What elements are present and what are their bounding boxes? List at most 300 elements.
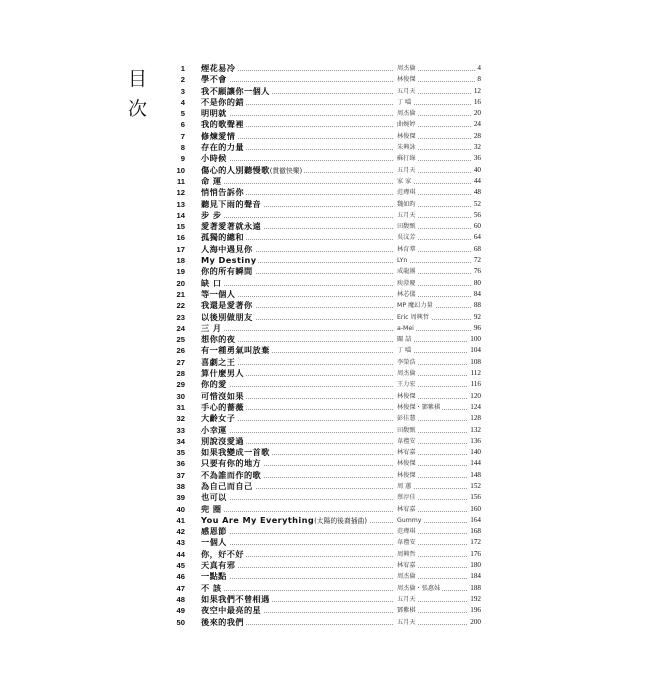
- dot-leader: [201, 386, 393, 387]
- entry-title-text: 如果我們不曾相遇: [201, 593, 270, 604]
- entry-artist: 朱興詠: [395, 142, 418, 153]
- entry-number: 16: [176, 233, 185, 243]
- toc-entry[interactable]: [165, 244, 481, 255]
- entry-artist: LYn: [395, 255, 409, 266]
- entry-title: [201, 617, 246, 628]
- entry-page-number: 160: [468, 504, 481, 515]
- entry-number: 49: [176, 606, 185, 616]
- entry-title-text: 缺 口: [201, 277, 222, 288]
- entry-artist: 范瑋琪: [395, 526, 418, 537]
- entry-number: 26: [176, 346, 185, 356]
- toc-entry[interactable]: [165, 481, 481, 492]
- entry-artist: 韋禮安: [395, 537, 418, 548]
- entry-title: [201, 379, 229, 390]
- entry-artist: Eric 周興哲: [395, 312, 431, 323]
- entry-page-number: 196: [468, 605, 481, 616]
- toc-entry[interactable]: [165, 549, 481, 560]
- toc-heading-char-1: 目: [128, 68, 148, 90]
- entry-artist: 曲婉婷: [395, 119, 418, 130]
- toc-entry[interactable]: [165, 617, 481, 628]
- toc-entry[interactable]: [165, 583, 481, 594]
- entry-artist: 周杰倫: [395, 571, 418, 582]
- entry-page-number: 192: [468, 594, 481, 605]
- entry-title-text: 你的所有瞬間: [201, 266, 253, 277]
- entry-title: [201, 571, 229, 582]
- toc-entry[interactable]: [165, 221, 481, 232]
- entry-title: [201, 549, 246, 560]
- entry-title-text: 有一種勇氣叫放棄: [201, 345, 270, 356]
- dot-leader: [201, 330, 393, 331]
- entry-page-number: 136: [468, 436, 481, 447]
- entry-title-text: 也可以: [201, 492, 227, 503]
- entry-number: 44: [176, 549, 185, 559]
- entry-artist: 吳汶芳: [395, 232, 418, 243]
- entry-title: [201, 323, 223, 334]
- entry-number: 32: [176, 414, 185, 424]
- entry-number: 14: [176, 210, 185, 220]
- entry-title-text: 傷心的人別聽慢歌: [201, 164, 270, 175]
- entry-title: [201, 413, 237, 424]
- entry-number: 47: [176, 583, 185, 593]
- entry-number: 40: [176, 504, 185, 514]
- entry-title: [201, 537, 229, 548]
- toc-entry[interactable]: [165, 334, 481, 345]
- entry-title: [201, 187, 246, 198]
- toc-entry[interactable]: [165, 571, 481, 582]
- entry-artist: 五月天: [395, 165, 418, 176]
- toc-entry[interactable]: [165, 402, 481, 413]
- entry-title: [201, 199, 263, 210]
- entry-title-text: 以後別做朋友: [201, 311, 253, 322]
- entry-title: [201, 119, 246, 130]
- toc-entry[interactable]: [165, 97, 481, 108]
- entry-number: 37: [176, 470, 185, 480]
- entry-title: [201, 560, 237, 571]
- toc-entry[interactable]: [165, 153, 481, 164]
- entry-title-text: 你的愛: [201, 379, 227, 390]
- entry-page-number: 104: [468, 345, 481, 356]
- entry-title: [201, 436, 246, 447]
- entry-page-number: 120: [468, 391, 481, 402]
- toc-entry[interactable]: [165, 413, 481, 424]
- entry-artist: 林俊傑・鄧紫棋: [395, 402, 442, 413]
- toc-entry[interactable]: [165, 187, 481, 198]
- entry-title: [201, 300, 255, 311]
- toc-entry[interactable]: [165, 345, 481, 356]
- entry-title: [201, 255, 258, 266]
- entry-title-text: 愛著愛著就永遠: [201, 221, 262, 232]
- entry-number: 10: [176, 165, 185, 175]
- entry-page-number: 116: [468, 379, 481, 390]
- entry-artist: 周 蕙: [395, 481, 413, 492]
- entry-artist: 五月天: [395, 617, 418, 628]
- entry-page-number: 172: [468, 537, 481, 548]
- entry-artist: 周杰倫: [395, 108, 418, 119]
- entry-title: [201, 345, 272, 356]
- entry-artist: 家 家: [395, 176, 413, 187]
- entry-number: 30: [176, 391, 185, 401]
- entry-title-text: 孤獨的總和: [201, 232, 244, 243]
- entry-title: [201, 458, 263, 469]
- entry-number: 29: [176, 380, 185, 390]
- entry-title-text: 存在的力量: [201, 142, 244, 153]
- entry-title: [201, 447, 272, 458]
- entry-artist: 韋禮安: [395, 436, 418, 447]
- entry-artist: 彭佳慧: [395, 413, 418, 424]
- entry-number: 45: [176, 561, 185, 571]
- entry-title-text: 可惜沒如果: [201, 390, 244, 401]
- entry-number: 3: [180, 86, 185, 96]
- entry-artist: 林俊傑: [395, 470, 418, 481]
- entry-artist: 林俊傑: [395, 458, 418, 469]
- entry-title: [201, 368, 246, 379]
- entry-number: 9: [180, 154, 185, 164]
- entry-page-number: 128: [468, 413, 481, 424]
- entry-page-number: 28: [472, 131, 481, 142]
- entry-title-text: 一點點: [201, 571, 227, 582]
- entry-artist: 林宥嘉: [395, 560, 418, 571]
- entry-artist: 林宥嘉: [395, 504, 418, 515]
- entry-title-text: 感恩節: [201, 526, 227, 537]
- entry-page-number: 88: [472, 300, 481, 311]
- entry-number: 46: [176, 572, 185, 582]
- dot-leader: [201, 432, 393, 433]
- entry-title: [201, 97, 246, 108]
- entry-title-text: 不是你的錯: [201, 96, 244, 107]
- entry-title-text: 如果我變成一首歌: [201, 447, 270, 458]
- entry-title-text: 想你的夜: [201, 334, 236, 345]
- entry-title-text: 學不會: [201, 74, 227, 85]
- dot-leader: [201, 115, 393, 116]
- toc-entry[interactable]: [165, 515, 481, 526]
- entry-title-text: 手心的薔薇: [201, 401, 244, 412]
- entry-title-text: 兜 圈: [201, 503, 222, 514]
- entry-page-number: 72: [472, 255, 481, 266]
- toc-entry[interactable]: [165, 74, 481, 85]
- entry-title-text: 步 步: [201, 209, 222, 220]
- toc-entry[interactable]: [165, 289, 481, 300]
- entry-title-text: 聽見下雨的聲音: [201, 198, 262, 209]
- entry-artist: 林宥嘉: [395, 447, 418, 458]
- entry-page-number: 188: [468, 583, 481, 594]
- entry-page-number: 80: [472, 278, 481, 289]
- entry-artist: 周興哲: [395, 549, 418, 560]
- entry-number: 27: [176, 357, 185, 367]
- toc-entry[interactable]: [165, 594, 481, 605]
- toc-entry[interactable]: [165, 436, 481, 447]
- toc-entry[interactable]: [165, 63, 481, 74]
- entry-page-number: 168: [468, 526, 481, 537]
- entry-title-text: My Destiny: [201, 255, 257, 266]
- entry-number: 8: [180, 143, 185, 153]
- entry-title: [201, 108, 229, 119]
- dot-leader: [201, 533, 393, 534]
- entry-artist: 周杰倫: [395, 368, 418, 379]
- entry-title-text: 我還是愛著你: [201, 300, 253, 311]
- entry-title: [201, 74, 229, 85]
- entry-title-text: 悄悄告訴你: [201, 187, 244, 198]
- dot-leader: [201, 160, 393, 161]
- toc-entry[interactable]: [165, 391, 481, 402]
- entry-title-text: 我的歌聲裡: [201, 119, 244, 130]
- entry-artist: 周杰倫・張惠妹: [395, 583, 442, 594]
- entry-subtitle: (太陽的後裔插曲): [314, 516, 367, 525]
- entry-title: [201, 232, 246, 243]
- entry-title: [201, 334, 237, 345]
- entry-page-number: 200: [468, 617, 481, 628]
- entry-number: 42: [176, 527, 185, 537]
- entry-artist: 周杰倫: [395, 63, 418, 74]
- toc-entry[interactable]: [165, 255, 481, 266]
- entry-title: [201, 131, 237, 142]
- toc-entry[interactable]: [165, 266, 481, 277]
- entry-title: [201, 86, 272, 97]
- entry-artist: 關 喆: [395, 334, 413, 345]
- entry-title: [201, 289, 237, 300]
- entry-title: [201, 142, 246, 153]
- toc-entry[interactable]: [165, 357, 481, 368]
- entry-title: [201, 481, 255, 492]
- toc-entry[interactable]: [165, 526, 481, 537]
- entry-page-number: 84: [472, 289, 481, 300]
- entry-number: 35: [176, 448, 185, 458]
- entry-title-text: 命 運: [201, 175, 222, 186]
- entry-artist: 庾澄慶: [395, 278, 418, 289]
- entry-page-number: 48: [472, 187, 481, 198]
- entry-page-number: 132: [468, 425, 481, 436]
- entry-title: [201, 63, 237, 74]
- toc-entry[interactable]: [165, 605, 481, 616]
- entry-title: [201, 391, 246, 402]
- entry-title-text: 三 月: [201, 322, 222, 333]
- entry-page-number: 96: [472, 323, 481, 334]
- dot-leader: [201, 217, 393, 218]
- toc-entry[interactable]: [165, 425, 481, 436]
- entry-title-text: 一個人: [201, 537, 227, 548]
- toc-entry[interactable]: [165, 458, 481, 469]
- entry-title-text: 我不願讓你一個人: [201, 85, 270, 96]
- entry-number: 19: [176, 267, 185, 277]
- entry-page-number: 60: [472, 221, 481, 232]
- entry-artist: 丁 噹: [395, 97, 413, 108]
- toc-list: [165, 63, 481, 628]
- dot-leader: [201, 590, 393, 591]
- entry-title: [201, 312, 255, 323]
- toc-entry[interactable]: [165, 176, 481, 187]
- entry-artist: 林育羣: [395, 244, 418, 255]
- entry-number: 22: [176, 301, 185, 311]
- entry-number: 48: [176, 594, 185, 604]
- entry-page-number: 68: [472, 244, 481, 255]
- entry-artist: 范瑋琪: [395, 187, 418, 198]
- entry-title-text: 算什麼男人: [201, 368, 244, 379]
- entry-number: 23: [176, 312, 185, 322]
- entry-title: [201, 492, 229, 503]
- entry-title: [201, 244, 255, 255]
- entry-number: 20: [176, 278, 185, 288]
- entry-number: 25: [176, 335, 185, 345]
- toc-entry[interactable]: [165, 142, 481, 153]
- entry-number: 28: [176, 369, 185, 379]
- entry-page-number: 176: [468, 549, 481, 560]
- dot-leader: [201, 499, 393, 500]
- dot-leader: [201, 578, 393, 579]
- entry-artist: 鄧紫棋: [395, 605, 418, 616]
- toc-entry[interactable]: [165, 368, 481, 379]
- toc-entry[interactable]: [165, 210, 481, 221]
- entry-page-number: 152: [468, 481, 481, 492]
- entry-artist: 林芯儀: [395, 289, 418, 300]
- dot-leader: [201, 285, 393, 286]
- entry-page-number: 100: [468, 334, 481, 345]
- entry-artist: 林俊傑: [395, 391, 418, 402]
- entry-number: 2: [180, 75, 185, 85]
- entry-number: 33: [176, 425, 185, 435]
- entry-title: [201, 221, 263, 232]
- entry-page-number: 12: [472, 86, 481, 97]
- entry-page-number: 144: [468, 458, 481, 469]
- entry-title-text: 只要有你的地方: [201, 458, 262, 469]
- entry-page-number: 140: [468, 447, 481, 458]
- toc-entry[interactable]: [165, 312, 481, 323]
- toc-entry[interactable]: [165, 199, 481, 210]
- toc-entry[interactable]: [165, 165, 481, 176]
- entry-title-text: 別說沒愛過: [201, 435, 244, 446]
- toc-entry[interactable]: [165, 537, 481, 548]
- entry-page-number: 16: [472, 97, 481, 108]
- toc-entry[interactable]: [165, 560, 481, 571]
- entry-page-number: 44: [472, 176, 481, 187]
- toc-entry[interactable]: [165, 323, 481, 334]
- toc-entry[interactable]: [165, 278, 481, 289]
- entry-page-number: 92: [472, 312, 481, 323]
- toc-entry[interactable]: [165, 492, 481, 503]
- dot-leader: [201, 183, 393, 184]
- dot-leader: [201, 81, 393, 82]
- entry-title: [201, 210, 223, 221]
- entry-number: 21: [176, 289, 185, 299]
- toc-entry[interactable]: [165, 232, 481, 243]
- entry-number: 38: [176, 481, 185, 491]
- entry-number: 7: [180, 131, 185, 141]
- entry-title: [201, 153, 229, 164]
- entry-artist: 田馥甄: [395, 425, 418, 436]
- entry-page-number: 112: [468, 368, 481, 379]
- entry-artist: 五月天: [395, 86, 418, 97]
- entry-artist: 田馥甄: [395, 221, 418, 232]
- entry-number: 17: [176, 244, 185, 254]
- entry-number: 50: [176, 617, 185, 627]
- entry-page-number: 24: [472, 119, 481, 130]
- dot-leader: [201, 544, 393, 545]
- entry-artist: 丁 噹: [395, 345, 413, 356]
- toc-entry[interactable]: [165, 470, 481, 481]
- entry-number: 5: [180, 109, 185, 119]
- entry-title-text: 明明就: [201, 108, 227, 119]
- entry-page-number: 124: [468, 402, 481, 413]
- entry-title-text: You Are My Everything: [201, 514, 315, 525]
- toc-entry[interactable]: [165, 300, 481, 311]
- toc-entry[interactable]: [165, 86, 481, 97]
- entry-number: 34: [176, 436, 185, 446]
- entry-title-text: 等一個人: [201, 288, 236, 299]
- dot-leader: [201, 511, 393, 512]
- entry-artist: 蔡淳佳: [395, 492, 418, 503]
- entry-title: [201, 605, 263, 616]
- entry-artist: 魏如昀: [395, 199, 418, 210]
- entry-title: [201, 470, 263, 481]
- entry-title-text: 人海中遇見你: [201, 243, 253, 254]
- entry-title-text: 小時候: [201, 153, 227, 164]
- entry-title: [201, 504, 223, 515]
- entry-artist: Gummy: [395, 515, 423, 526]
- entry-title-text: 修煉愛情: [201, 130, 236, 141]
- toc-heading-char-2: 次: [128, 98, 148, 120]
- entry-page-number: 4: [475, 63, 481, 74]
- entry-number: 4: [180, 97, 185, 107]
- entry-title-text: 天真有邪: [201, 560, 236, 571]
- entry-page-number: 164: [468, 515, 481, 526]
- entry-title-text: 煙花易冷: [201, 63, 236, 73]
- toc-entry[interactable]: [165, 108, 481, 119]
- toc-entry[interactable]: [165, 119, 481, 130]
- entry-number: 36: [176, 459, 185, 469]
- entry-artist: 五月天: [395, 210, 418, 221]
- entry-number: 43: [176, 538, 185, 548]
- entry-title: [201, 583, 223, 594]
- entry-number: 31: [176, 402, 185, 412]
- entry-artist: 成龍團: [395, 266, 418, 277]
- entry-title-text: 不 該: [201, 582, 222, 593]
- entry-number: 12: [176, 188, 185, 198]
- entry-number: 18: [176, 256, 185, 266]
- entry-title: [201, 594, 272, 605]
- entry-page-number: 108: [468, 357, 481, 368]
- entry-number: 13: [176, 199, 185, 209]
- toc-entry[interactable]: [165, 131, 481, 142]
- entry-page-number: 76: [472, 266, 481, 277]
- entry-title-text: 為自己而自己: [201, 480, 253, 491]
- entry-number: 15: [176, 222, 185, 232]
- toc-entry[interactable]: [165, 447, 481, 458]
- entry-title-text: 喜劇之王: [201, 356, 236, 367]
- entry-title-text: 大齡女子: [201, 413, 236, 424]
- entry-page-number: 148: [468, 470, 481, 481]
- entry-artist: 蘇打綠: [395, 153, 418, 164]
- entry-page-number: 40: [472, 165, 481, 176]
- entry-page-number: 20: [472, 108, 481, 119]
- entry-number: 1: [180, 64, 185, 73]
- entry-title: [201, 402, 246, 413]
- entry-title-text: 小幸運: [201, 424, 227, 435]
- entry-title-text: 夜空中最亮的星: [201, 605, 262, 616]
- entry-title-text: 後來的我們: [201, 616, 244, 627]
- entry-number: 6: [180, 120, 185, 130]
- entry-artist: 林俊傑: [395, 131, 418, 142]
- entry-page-number: 36: [472, 153, 481, 164]
- toc-entry[interactable]: [165, 504, 481, 515]
- entry-artist: 王力宏: [395, 379, 418, 390]
- toc-entry[interactable]: [165, 379, 481, 390]
- entry-title: [201, 176, 223, 187]
- entry-page-number: 52: [472, 199, 481, 210]
- entry-artist: 李榮浩: [395, 357, 418, 368]
- entry-number: 41: [176, 515, 185, 525]
- entry-artist: MP 魔幻力量: [395, 300, 435, 311]
- entry-title: [201, 526, 229, 537]
- entry-artist: a-Mei: [395, 323, 416, 334]
- entry-title: [201, 278, 223, 289]
